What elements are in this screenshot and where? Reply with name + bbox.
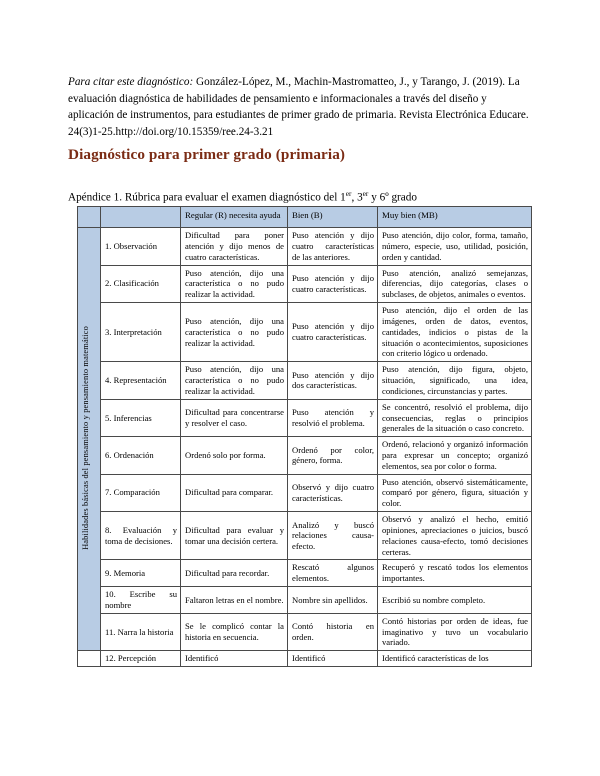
skill-name-cell: 2. Clasificación	[101, 265, 181, 302]
rating-regular-cell: Dificultad para evaluar y tomar una decisión certera.	[181, 512, 288, 560]
table-row	[78, 228, 532, 265]
table-row	[78, 560, 532, 587]
column-header-regular: Regular (R) necesita ayuda	[181, 207, 288, 228]
rating-muy-bien-cell: Escribió su nombre completo.	[378, 587, 532, 614]
rating-muy-bien-cell: Recuperó y rescató todos los elementos importantes.	[378, 560, 532, 587]
skill-name-cell: 6. Ordenación	[101, 437, 181, 474]
rating-bien-cell: Contó historia en orden.	[288, 613, 378, 650]
rating-bien-cell: Rescató algunos elementos.	[288, 560, 378, 587]
appendix-text-middle: , 3	[351, 191, 363, 204]
table-row	[78, 651, 532, 667]
citation-lead: Para citar este diagnóstico:	[68, 76, 194, 89]
rating-regular-cell: Dificultad para concentrarse y resolver el caso.	[181, 399, 288, 436]
skill-name-cell: 7. Comparación	[101, 474, 181, 511]
rating-regular-cell: Puso atención, dijo una característica o no pudo realizar la actividad.	[181, 265, 288, 302]
rating-muy-bien-cell: Puso atención, dijo figura, objeto, situación, significado, una idea, condiciones, circunstancias y partes.	[378, 362, 532, 399]
appendix-caption	[68, 189, 530, 206]
citation-block	[68, 74, 530, 140]
table-row	[78, 437, 532, 474]
rating-muy-bien-cell: Puso atención, dijo el orden de las imágenes, orden de datos, eventos, cantidades, indicios o pistas de la situación o acontecimientos, suposiciones con criterio lógico u ordenado.	[378, 303, 532, 362]
table-row	[78, 587, 532, 614]
rating-muy-bien-cell: Ordenó, relacionó y organizó información para expresar un concepto; organizó elementos, sea por color o forma.	[378, 437, 532, 474]
skill-name-cell: 1. Observación	[101, 228, 181, 265]
rating-muy-bien-cell: Puso atención, observó sistemáticamente, comparó por género, figura, situación y color.	[378, 474, 532, 511]
appendix-sup-second: er	[362, 189, 369, 199]
column-header-muy-bien: Muy bien (MB)	[378, 207, 532, 228]
table-row	[78, 303, 532, 362]
vertical-axis-label: Habilidades básicas del pensamiento y pensamiento matemático	[81, 325, 90, 550]
rating-regular-cell: Dificultad para recordar.	[181, 560, 288, 587]
skill-name-cell: 5. Inferencias	[101, 399, 181, 436]
rating-muy-bien-cell: Puso atención, dijo color, forma, tamaño, número, especie, uso, utilidad, posición, orden y cantidad.	[378, 228, 532, 265]
rating-muy-bien-cell: Contó historias por orden de ideas, fue imaginativo y tuvo un vocabulario variado.	[378, 613, 532, 650]
rating-regular-cell: Identificó	[181, 651, 288, 667]
page-title: Diagnóstico para primer grado (primaria)	[68, 146, 346, 164]
skill-name-cell: 10. Escribe su nombre	[101, 587, 181, 614]
rating-regular-cell: Dificultad para comparar.	[181, 474, 288, 511]
table-row	[78, 613, 532, 650]
rating-bien-cell: Puso atención y dijo cuatro características de las anteriores.	[288, 228, 378, 265]
rating-regular-cell: Puso atención, dijo una característica o no pudo realizar la actividad.	[181, 303, 288, 362]
header-corner-blank	[78, 207, 101, 228]
appendix-text-before: Apéndice 1. Rúbrica para evaluar el examen diagnóstico del 1	[68, 191, 346, 204]
rating-regular-cell: Puso atención, dijo una característica o no pudo realizar la actividad.	[181, 362, 288, 399]
rating-regular-cell: Faltaron letras en el nombre.	[181, 587, 288, 614]
appendix-text-after: y 6º grado	[368, 191, 417, 204]
table-row	[78, 474, 532, 511]
table-row	[78, 399, 532, 436]
rating-bien-cell: Puso atención y dijo dos características.	[288, 362, 378, 399]
rating-bien-cell: Analizó y buscó relaciones causa-efecto.	[288, 512, 378, 560]
rubric-table-container	[77, 206, 531, 667]
axis-cell-empty	[78, 651, 101, 667]
rating-bien-cell: Ordenó por color, género, forma.	[288, 437, 378, 474]
column-header-bien: Bien (B)	[288, 207, 378, 228]
rating-bien-cell: Observó y dijo cuatro características.	[288, 474, 378, 511]
rubric-table	[77, 206, 532, 667]
table-header-row	[78, 207, 532, 228]
table-row	[78, 265, 532, 302]
rating-muy-bien-cell: Observó y analizó el hecho, emitió opiniones, apreciaciones o juicios, buscó relaciones causa-efecto, tomó decisiones certeras.	[378, 512, 532, 560]
skill-name-cell: 11. Narra la historia	[101, 613, 181, 650]
skill-name-cell: 4. Representación	[101, 362, 181, 399]
rating-regular-cell: Dificultad para poner atención y dijo menos de cuatro características.	[181, 228, 288, 265]
rating-muy-bien-cell: Se concentró, resolvió el problema, dijo consecuencias, reglas o principios generales de la situación o caso concreto.	[378, 399, 532, 436]
rating-bien-cell: Puso atención y resolvió el problema.	[288, 399, 378, 436]
table-row	[78, 512, 532, 560]
appendix-sup-first: er	[345, 189, 352, 199]
rating-bien-cell: Puso atención y dijo cuatro características.	[288, 303, 378, 362]
table-row	[78, 362, 532, 399]
skill-name-cell: 9. Memoria	[101, 560, 181, 587]
rating-bien-cell: Nombre sin apellidos.	[288, 587, 378, 614]
rating-regular-cell: Se le complicó contar la historia en secuencia.	[181, 613, 288, 650]
header-skill-blank	[101, 207, 181, 228]
rating-muy-bien-cell: Identificó características de los	[378, 651, 532, 667]
skill-name-cell: 3. Interpretación	[101, 303, 181, 362]
skill-name-cell: 8. Evaluación y toma de decisiones.	[101, 512, 181, 560]
rating-muy-bien-cell: Puso atención, analizó semejanzas, diferencias, dijo categorías, clases o subclases, de objetos, animales o eventos.	[378, 265, 532, 302]
skill-name-cell: 12. Percepción	[101, 651, 181, 667]
rating-bien-cell: Puso atención y dijo cuatro características.	[288, 265, 378, 302]
rating-regular-cell: Ordenó solo por forma.	[181, 437, 288, 474]
vertical-axis-label-cell	[78, 228, 101, 651]
citation-body: González-López, M., Machin-Mastromatteo, J., y Tarango, J. (2019). La evaluación diagnóstica de habilidades de pensamiento e informacionales a través del diseño y aplicación de instrumentos, para estudiantes de primer grado de primaria. Revista Electrónica Educare. 24(3)1-25.http://doi.org/10.15359/ree.24-3.21	[68, 76, 529, 138]
rating-bien-cell: Identificó	[288, 651, 378, 667]
